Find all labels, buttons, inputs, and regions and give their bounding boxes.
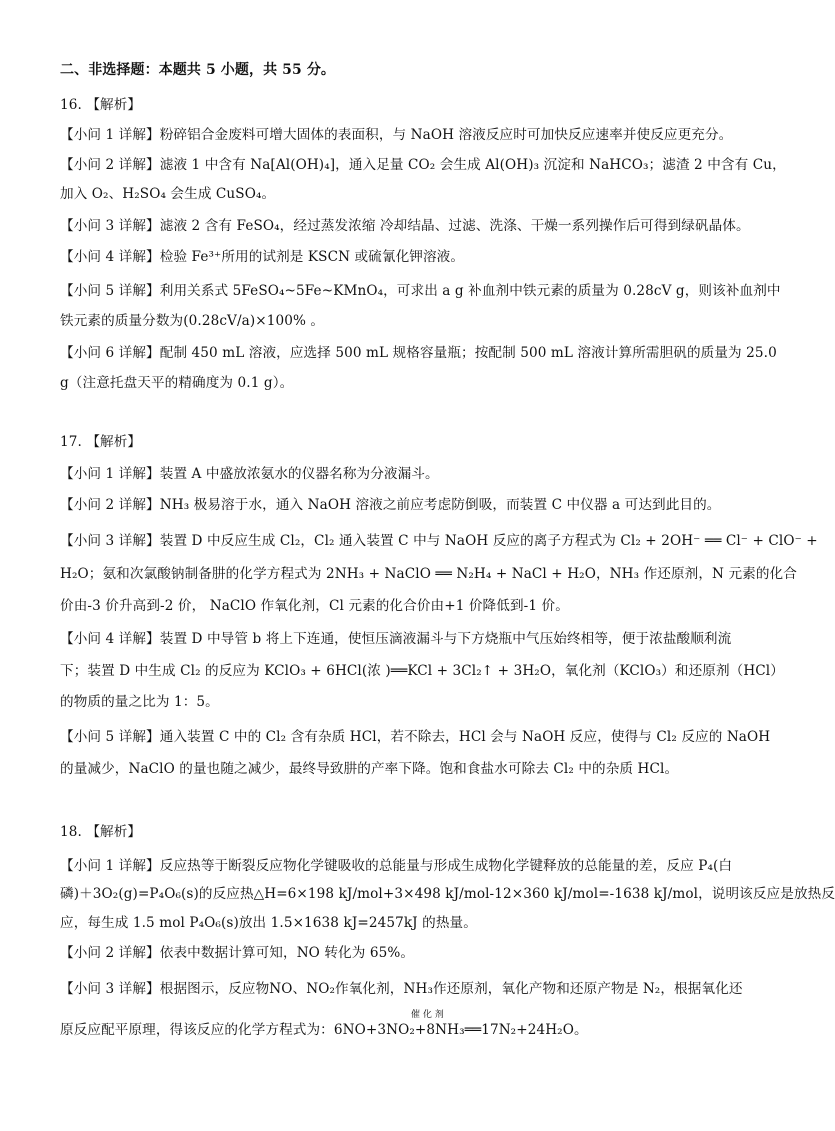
q16-line-5: 【小问 4 详解】检验 Fe³⁺所用的试剂是 KSCN 或硫氰化钾溶液。: [60, 249, 465, 265]
q18-line-1: 【小问 1 详解】反应热等于断裂反应物化学键吸收的总能量与形成生成物化学键释放的总能量的差，反应 P₄(白: [60, 858, 733, 874]
q16-line-2: 【小问 2 详解】滤液 1 中含有 Na[Al(OH)₄]，通入足量 CO₂ 会生成 Al(OH)₃ 沉淀和 NaHCO₃；滤渣 2 中含有 Cu，: [60, 157, 786, 173]
q18-line-5: 【小问 3 详解】根据图示，反应物NO、NO₂作氧化剂，NH₃作还原剂，氧化产物和还原产物是 N₂，根据氧化还: [60, 981, 743, 997]
q17-line-4: H₂O；氨和次氯酸钠制备肼的化学方程式为 2NH₃ + NaClO ══ N₂H₄ + NaCl + H₂O，NH₃ 作还原剂，N 元素的化合: [60, 566, 797, 582]
q16-line-6: 【小问 5 详解】利用关系式 5FeSO₄~5Fe~KMnO₄，可求出 a g 补血剂中铁元素的质量为 0.28cV g，则该补血剂中: [60, 283, 781, 299]
q17-line-1: 【小问 1 详解】装置 A 中盛放浓氨水的仪器名称为分液漏斗。: [60, 466, 439, 482]
q17-line-6: 【小问 4 详解】装置 D 中导管 b 将上下连通，使恒压滴液漏斗与下方烧瓶中气压始终相等，便于浓盐酸顺利流: [60, 631, 732, 647]
q18-line-3: 应，每生成 1.5 mol P₄O₆(s)放出 1.5×1638 kJ=2457kJ 的热量。: [60, 915, 477, 931]
q18-line-6: 原反应配平原理，得该反应的化学方程式为：6NO+3NO₂+8NH₃══17N₂+24H₂O。: [60, 1022, 588, 1038]
q16-line-8: 【小问 6 详解】配制 450 mL 溶液，应选择 500 mL 规格容量瓶；按配制 500 mL 溶液计算所需胆矾的质量为 25.0: [60, 345, 777, 361]
q16-line-4: 【小问 3 详解】滤液 2 含有 FeSO₄，经过蒸发浓缩 冷却结晶、过滤、洗涤、干燥一系列操作后可得到绿矾晶体。: [60, 218, 750, 234]
catalyst-label: 催 化 剂: [411, 1010, 444, 1020]
q17-line-5: 价由-3 价升高到-2 价， NaClO 作氧化剂，Cl 元素的化合价由+1 价降低到-1 价。: [60, 598, 569, 614]
q17-line-8: 的物质的量之比为 1：5。: [60, 694, 219, 710]
q16-line-9: g（注意托盘天平的精确度为 0.1 g）。: [60, 375, 294, 391]
q17-line-9: 【小问 5 详解】通入装置 C 中的 Cl₂ 含有杂质 HCl，若不除去，HCl 会与 NaOH 反应，使得与 Cl₂ 反应的 NaOH: [60, 729, 771, 745]
q17-line-7: 下；装置 D 中生成 Cl₂ 的反应为 KClO₃ + 6HCl(浓 )══KCl + 3Cl₂↑ + 3H₂O，氧化剂（KClO₃）和还原剂（HCl）: [60, 663, 784, 679]
section-title: 二、非选择题：本题共 5 小题，共 55 分。: [60, 62, 336, 78]
q18-heading: 18. 【解析】: [60, 824, 142, 840]
q17-heading: 17. 【解析】: [60, 434, 142, 450]
q16-line-7: 铁元素的质量分数为(0.28cV/a)×100% 。: [60, 313, 325, 329]
q16-line-3: 加入 O₂、H₂SO₄ 会生成 CuSO₄。: [60, 186, 276, 202]
q17-line-3: 【小问 3 详解】装置 D 中反应生成 Cl₂，Cl₂ 通入装置 C 中与 NaOH 反应的离子方程式为 Cl₂ + 2OH⁻ ══ Cl⁻ + ClO⁻ +: [60, 533, 818, 549]
q18-line-2: 磷)＋3O₂(g)=P₄O₆(s)的反应热△H=6×198 kJ/mol+3×498 kJ/mol-12×360 kJ/mol=-1638 kJ/mol，说明该反应是放热反: [60, 886, 835, 902]
q16-line-1: 【小问 1 详解】粉碎铝合金废料可增大固体的表面积，与 NaOH 溶液反应时可加快反应速率并使反应更充分。: [60, 127, 733, 143]
q17-line-10: 的量减少，NaClO 的量也随之减少，最终导致肼的产率下降。饱和食盐水可除去 Cl₂ 中的杂质 HCl。: [60, 761, 679, 777]
q17-line-2: 【小问 2 详解】NH₃ 极易溶于水，通入 NaOH 溶液之前应考虑防倒吸，而装置 C 中仪器 a 可达到此目的。: [60, 497, 721, 513]
q18-line-4: 【小问 2 详解】依表中数据计算可知，NO 转化为 65%。: [60, 945, 415, 961]
q16-heading: 16. 【解析】: [60, 97, 142, 113]
